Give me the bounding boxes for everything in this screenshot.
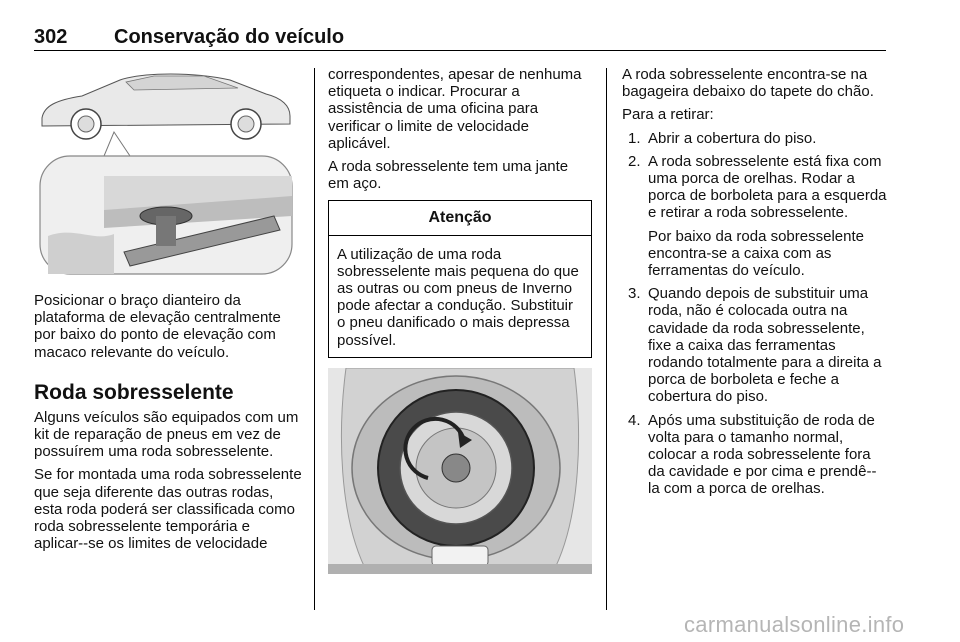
- page-header: [34, 20, 886, 51]
- paragraph: correspondentes, apesar de nenhuma etiqueta o indicar. Procurar a assistência de uma oficina para verificar o limite de velocidade aplicável.: [328, 66, 582, 152]
- step-note: Por baixo da roda sobresselente encontra-se a caixa com as ferramentas do veículo.: [648, 227, 864, 280]
- wing-nut-icon: [442, 454, 470, 482]
- warning-box: [328, 200, 592, 357]
- step-number: 1.: [628, 129, 641, 147]
- figure-caption: Posicionar o braço dianteiro da plataforma de elevação centralmente por baixo do ponto de elevação com macaco relevante do veículo.: [34, 292, 281, 361]
- watermark: carmanualsonline.info: [684, 612, 905, 637]
- list-item: [622, 412, 888, 498]
- warning-title: Atenção: [329, 201, 591, 235]
- paragraph: Para a retirar:: [622, 106, 714, 124]
- step-number: 4.: [628, 411, 641, 429]
- spare-wheel-illustration: [328, 368, 592, 574]
- list-item: [622, 130, 888, 147]
- list-item: [622, 153, 888, 279]
- step-text: Quando depois de substituir uma roda, não é colocada outra na cavidade da roda sobresselente, fixe a caixa das ferramentas rodando totalmente para a direita a porca de borboleta e feche a cobertura do piso.: [648, 285, 882, 406]
- warning-body: A utilização de uma roda sobresselente mais pequena do que as outras ou com pneus de Inverno pode afectar a condução. Substituir o pneu danificado o mais depressa possível.: [337, 245, 579, 349]
- car-lift-illustration: [34, 66, 296, 278]
- section-heading: Roda sobresselente: [34, 380, 234, 404]
- column-divider: [314, 68, 315, 610]
- column-divider: [606, 68, 607, 610]
- step-number: 3.: [628, 285, 641, 303]
- step-number: 2.: [628, 152, 641, 170]
- page-title: Conservação do veículo: [114, 26, 345, 48]
- steps-list: [622, 130, 888, 498]
- step-text: A roda sobresselente está fixa com uma porca de orelhas. Rodar a porca de borboleta para a esquerda e retirar a roda sobresselente.: [648, 152, 887, 222]
- paragraph: Alguns veículos são equipados com um kit de reparação de pneus em vez de possuírem uma roda sobresselente.: [34, 408, 299, 461]
- paragraph: Se for montada uma roda sobresselente que seja diferente das outras rodas, esta roda poderá ser classificada como roda sobresselente temporária e aplicar--se os limites de velocidade: [34, 466, 302, 553]
- paragraph: A roda sobresselente tem uma jante em aço.: [328, 158, 569, 193]
- page-number: 302: [34, 26, 68, 48]
- trunk-handle: [432, 546, 488, 566]
- column-1: [34, 66, 302, 558]
- column-3: [622, 66, 888, 504]
- column-2: [328, 66, 592, 574]
- step-text: Após uma substituição de roda de volta para o tamanho normal, colocar a roda sobresselente fora da cavidade e por cima e prendê--la com a porca de orelhas.: [648, 411, 877, 498]
- step-text: Abrir a cobertura do piso.: [648, 129, 817, 147]
- list-item: [622, 285, 888, 405]
- paragraph: A roda sobresselente encontra-se na bagageira debaixo do tapete do chão.: [622, 66, 874, 101]
